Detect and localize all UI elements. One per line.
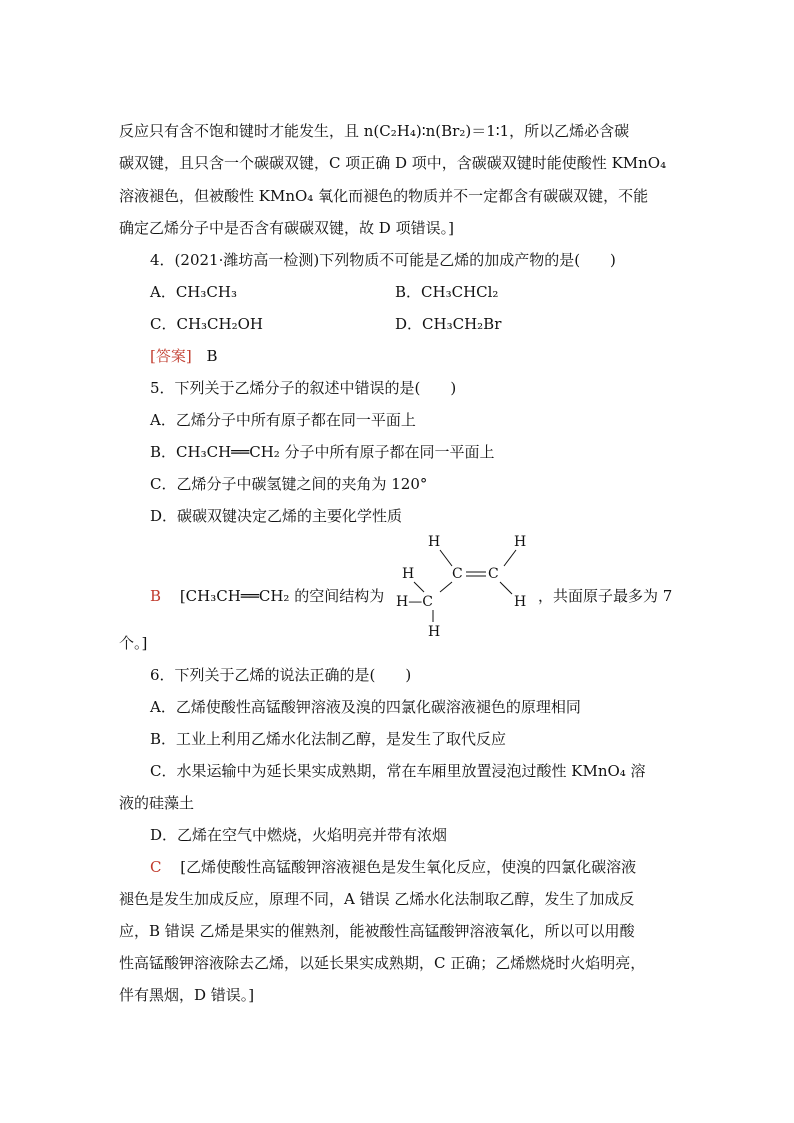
q5-option-a: A．乙烯分子中所有原子都在同一平面上 — [150, 411, 416, 429]
bond-ch-top-left — [440, 550, 452, 566]
q6-option-c-line-1: C．水果运输中为延长果实成熟期，常在车厢里放置浸泡过酸性 KMnO₄ 溶 — [150, 762, 646, 780]
q6-option-b: B．工业上利用乙烯水化法制乙醇，是发生了取代反应 — [150, 730, 507, 748]
q4-option-a: A．CH₃CH₃ — [150, 283, 237, 301]
q6-explain-line-2: 褪色是发生加成反应，原理不同，A 错误 乙烯水化法制取乙醇，发生了加成反 — [119, 890, 635, 908]
bond-ch-top-right — [504, 550, 516, 566]
atom-c-right: C — [488, 566, 499, 582]
atom-h-top-left: H — [428, 534, 441, 550]
q5-answer-letter: B — [150, 587, 162, 605]
q5-explain-before: [CH₃CH══CH₂ 的空间结构为 — [179, 587, 385, 605]
q4-answer-letter: B — [206, 347, 218, 365]
atom-h-top-right: H — [514, 534, 527, 550]
q6-explain-line-3: 应，B 错误 乙烯是果实的催熟剂，能被酸性高锰酸钾溶液氧化，所以可以用酸 — [119, 922, 635, 940]
atom-h-bottom: H — [428, 624, 441, 640]
q6-stem: 6．下列关于乙烯的说法正确的是( ) — [150, 666, 412, 684]
atom-h-methyl-top: H — [402, 566, 415, 582]
answer-tag: [答案] — [150, 347, 192, 365]
q6-explain-line-5: 伴有黑烟，D 错误。] — [119, 986, 255, 1004]
atom-c-left: C — [452, 566, 463, 582]
propene-structure-diagram — [388, 530, 548, 640]
q6-answer-letter: C — [150, 858, 162, 876]
q5-stem: 5．下列关于乙烯分子的叙述中错误的是( ) — [150, 379, 457, 397]
q5-option-b: B．CH₃CH══CH₂ 分子中所有原子都在同一平面上 — [150, 443, 495, 461]
q5-explain-end: 个。] — [119, 634, 148, 652]
q4-answer — [150, 345, 218, 367]
prev-answer-line-3: 溶液褪色，但被酸性 KMnO₄ 氧化而褪色的物质并不一定都含有碳碳双键，不能 — [119, 187, 649, 205]
q5-explanation — [150, 585, 384, 607]
bond-cc-single — [440, 582, 452, 592]
q6-option-c-line-2: 液的硅藻土 — [119, 794, 195, 812]
q6-explain-line-4: 性高锰酸钾溶液除去乙烯，以延长果实成熟期，C 正确；乙烯燃烧时火焰明亮， — [119, 954, 646, 972]
q5-option-d: D．碳碳双键决定乙烯的主要化学性质 — [150, 507, 403, 525]
q4-stem: 4．(2021·潍坊高一检测)下列物质不可能是乙烯的加成产物的是( ) — [150, 251, 616, 269]
q4-option-d: D．CH₃CH₂Br — [395, 315, 502, 333]
q5-option-c: C．乙烯分子中碳氢键之间的夹角为 120° — [150, 475, 428, 493]
bond-ch-right — [500, 582, 512, 594]
bond-ch-methyl-top — [414, 582, 424, 592]
prev-answer-line-4: 确定乙烯分子中是否含有碳碳双键，故 D 项错误。] — [119, 219, 454, 237]
q4-option-c: C．CH₃CH₂OH — [150, 315, 263, 333]
atom-h-right: H — [514, 594, 527, 610]
q6-explain-line-1 — [150, 856, 636, 878]
q5-explain-after: ，共面原子最多为 7 — [538, 587, 673, 605]
q6-option-a: A．乙烯使酸性高锰酸钾溶液及溴的四氯化碳溶液褪色的原理相同 — [150, 698, 581, 716]
prev-answer-line-2: 碳双键，且只含一个碳碳双键，C 项正确 D 项中，含碳碳双键时能使酸性 KMnO₄ — [119, 154, 667, 172]
methyl-group: H—C — [396, 594, 433, 610]
prev-answer-line-1: 反应只有含不饱和键时才能发生，且 n(C₂H₄)∶n(Br₂)＝1∶1，所以乙烯必含碳 — [119, 122, 630, 140]
q6-option-d: D．乙烯在空气中燃烧，火焰明亮并带有浓烟 — [150, 826, 448, 844]
q4-option-b: B．CH₃CHCl₂ — [395, 283, 499, 301]
q6-explain-text-1: [乙烯使酸性高锰酸钾溶液褪色是发生氧化反应，使溴的四氯化碳溶液 — [180, 858, 637, 876]
